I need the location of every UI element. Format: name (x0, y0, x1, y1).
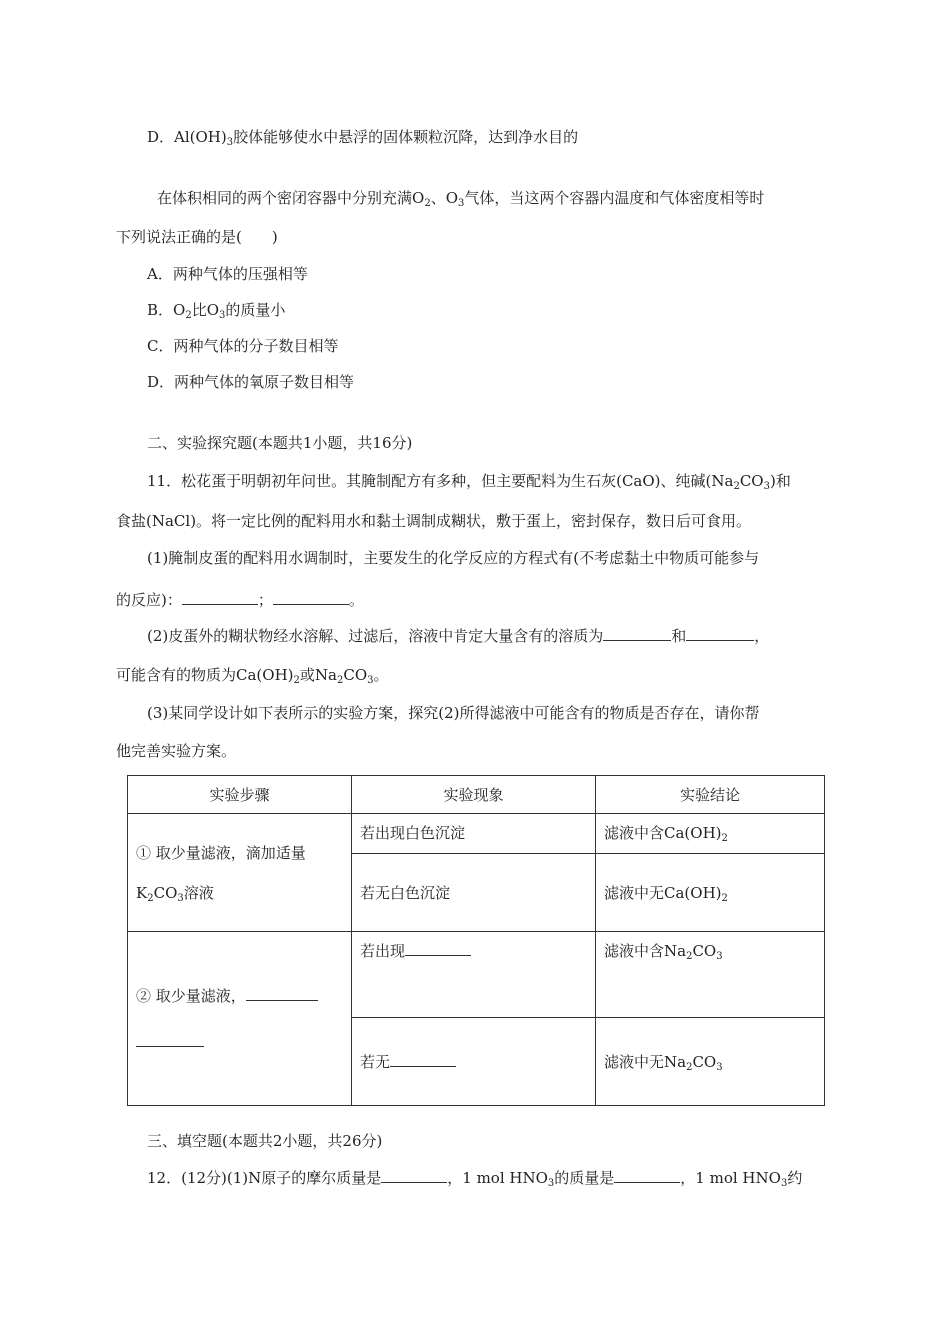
section2-heading: 二、实验探究题(本题共1小题，共16分) (147, 434, 413, 452)
obs4-cell: 若无 (352, 1018, 596, 1106)
step2-cell: ② 取少量滤液， (128, 932, 352, 1106)
q9-option-d: D．$Al(OH)_3$胶体能够使水中悬浮的固体颗粒沉降，达到净水目的 (147, 128, 579, 148)
obs1-cell: 若出现白色沉淀 (352, 814, 596, 854)
answer-blank[interactable] (390, 1052, 456, 1067)
answer-blank[interactable] (614, 1168, 680, 1183)
q11-part1-line1: (1)腌制皮蛋的配料用水调制时，主要发生的化学反应的方程式有(不考虑黏土中物质可能参与 (147, 549, 760, 567)
experiment-table (127, 775, 825, 1106)
q10-option-b: B．$O_2$比$O_3$的质量小 (147, 301, 286, 321)
q11-line1: 11．松花蛋于明朝初年问世。其腌制配方有多种，但主要配料为生石灰(CaO)、纯碱$(Na_2CO_3)$和 (147, 472, 791, 492)
q10-stem-line1: 在体积相同的两个密闭容器中分别充满$O_2$、$O_3$气体，当这两个容器内温度和气体密度相等时 (157, 189, 765, 209)
answer-blank[interactable] (603, 626, 671, 641)
answer-blank[interactable] (405, 941, 471, 956)
q12-line1: 12．(12分)(1)N原子的摩尔质量是 ，1 mol $HNO_3$的质量是 ，1 mol $HNO_3$约 (147, 1169, 803, 1189)
q10-option-d: D．两种气体的氧原子数目相等 (147, 373, 355, 391)
con4-cell: 滤液中无$Na_2CO_3$ (596, 1018, 825, 1106)
answer-blank[interactable] (136, 1032, 204, 1047)
obs3-cell: 若出现 (352, 932, 596, 1018)
answer-blank[interactable] (381, 1168, 447, 1183)
q11-part2-line1: (2)皮蛋外的糊状物经水溶解、过滤后，溶液中肯定大量含有的溶质为 和 ， (147, 627, 770, 645)
answer-blank[interactable] (246, 986, 318, 1001)
obs2-cell: 若无白色沉淀 (352, 854, 596, 932)
q10-option-c: C．两种气体的分子数目相等 (147, 337, 339, 355)
answer-blank[interactable] (182, 590, 258, 605)
step1-cell: ① 取少量滤液，滴加适量 $K_2CO_3$溶液 (128, 814, 352, 932)
table-header-row (128, 776, 825, 814)
header-phenomena: 实验现象 (352, 776, 596, 814)
q10-option-a: A．两种气体的压强相等 (147, 265, 308, 283)
table-row (128, 932, 825, 1018)
answer-blank[interactable] (686, 626, 754, 641)
table-row (128, 814, 825, 854)
header-steps: 实验步骤 (128, 776, 352, 814)
header-conclusion: 实验结论 (596, 776, 825, 814)
q11-part1-line2: 的反应)： ； 。 (116, 591, 364, 609)
answer-blank[interactable] (273, 590, 349, 605)
section3-heading: 三、填空题(本题共2小题，共26分) (147, 1132, 383, 1150)
q11-part3-line2: 他完善实验方案。 (116, 742, 237, 760)
q11-part2-line2: 可能含有的物质为$Ca(OH)_2$或$Na_2CO_3$。 (116, 666, 389, 686)
con2-cell: 滤液中无$Ca(OH)_2$ (596, 854, 825, 932)
q11-part3-line1: (3)某同学设计如下表所示的实验方案，探究(2)所得滤液中可能含有的物质是否存在，请你帮 (147, 704, 760, 722)
con1-cell: 滤液中含$Ca(OH)_2$ (596, 814, 825, 854)
con3-cell: 滤液中含$Na_2CO_3$ (596, 932, 825, 1018)
q10-stem-line2: 下列说法正确的是( ) (116, 228, 278, 246)
q11-line2: 食盐(NaCl)。将一定比例的配料用水和黏土调制成糊状，敷于蛋上，密封保存，数日后可食用。 (116, 512, 752, 530)
